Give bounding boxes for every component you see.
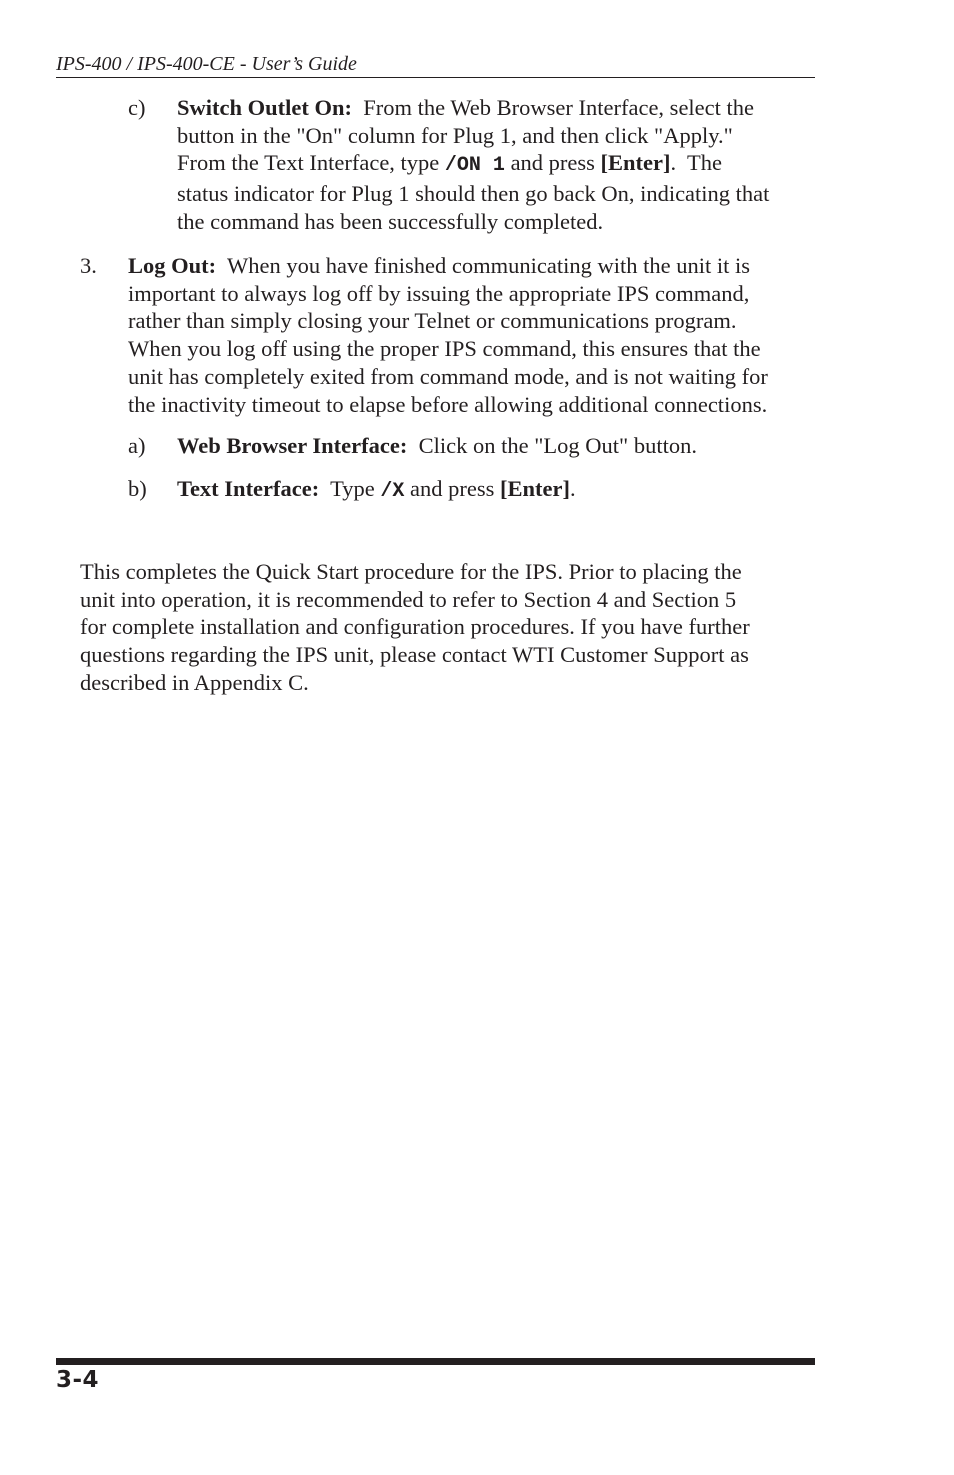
- step-line: When you log off using the proper IPS command, this ensures that the: [128, 336, 761, 362]
- substep-line: Text Interface: Type /X and press [Enter].: [177, 476, 576, 503]
- document-title: IPS-400 / IPS-400-CE - User’s Guide: [56, 53, 357, 75]
- paragraph-line: This completes the Quick Start procedure for the IPS. Prior to placing the: [80, 559, 742, 584]
- step-line: rather than simply closing your Telnet or communications program.: [128, 308, 737, 334]
- paragraph-line: for complete installation and configuration procedures. If you have further: [80, 614, 750, 640]
- substep-body: [177, 432, 697, 460]
- substep-marker: b): [128, 476, 147, 501]
- substep-line: Web Browser Interface: Click on the "Log Out" button.: [177, 433, 697, 458]
- substep-body: [177, 475, 576, 506]
- step-line: Log Out: When you have finished communicating with the unit it is: [128, 253, 751, 278]
- step-line: important to always log off by issuing the appropriate IPS command,: [128, 280, 750, 306]
- command-text: /ON 1: [444, 154, 505, 178]
- footer-rule: [56, 1358, 815, 1365]
- step-switch-outlet-on: [0, 94, 954, 234]
- substep-text-interface: [0, 475, 954, 505]
- key-name: [Enter]: [600, 150, 671, 176]
- paragraph-line: unit into operation, it is recommended to refer to Section 4 and Section 5: [80, 586, 737, 612]
- closing-paragraph: [80, 558, 840, 703]
- page-header: [56, 50, 815, 78]
- paragraph-line: described in Appendix C.: [80, 669, 309, 695]
- step-line: From the Text Interface, type /ON 1 and press [Enter]. The: [177, 150, 722, 178]
- substep-heading: Text Interface:: [177, 476, 320, 501]
- paragraph-line: questions regarding the IPS unit, please contact WTI Customer Support as: [80, 642, 749, 668]
- step-heading: Switch Outlet On:: [177, 95, 353, 120]
- step-line: the inactivity timeout to elapse before allowing additional connections.: [128, 391, 768, 417]
- substep-web-browser-interface: [0, 432, 954, 462]
- step-number: 3.: [80, 253, 97, 278]
- page-number: 3-4: [56, 1367, 100, 1393]
- step-log-out: [0, 252, 954, 422]
- substep-heading: Web Browser Interface:: [177, 433, 408, 458]
- step-marker: c): [128, 95, 146, 120]
- command-text: /X: [380, 480, 405, 503]
- step-line: status indicator for Plug 1 should then go back On, indicating that: [177, 181, 770, 207]
- substep-marker: a): [128, 433, 146, 458]
- key-name: [Enter]: [500, 476, 570, 501]
- step-line: unit has completely exited from command mode, and is not waiting for: [128, 363, 768, 389]
- step-line: button in the "On" column for Plug 1, and then click "Apply.": [177, 122, 733, 148]
- step-heading: Log Out:: [128, 253, 217, 278]
- step-body: [128, 252, 768, 418]
- step-line: the command has been successfully completed.: [177, 208, 604, 234]
- step-line: Switch Outlet On: From the Web Browser Interface, select the: [177, 95, 755, 120]
- step-body: [177, 94, 769, 236]
